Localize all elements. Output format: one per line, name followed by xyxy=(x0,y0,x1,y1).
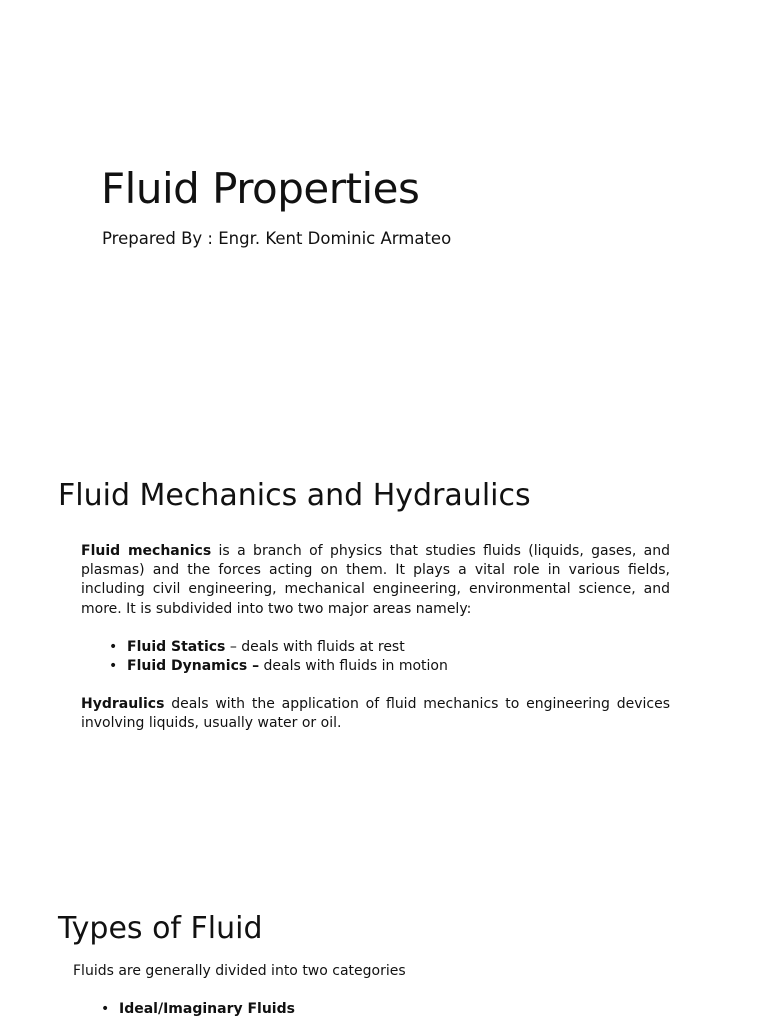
types-of-fluid-slide xyxy=(0,860,768,1024)
section-heading: Fluid Mechanics and Hydraulics xyxy=(58,478,531,513)
fluid-categories-list xyxy=(73,1000,295,1019)
list-item-term: Fluid Statics xyxy=(127,639,226,655)
list-item-term: Fluid Dynamics – xyxy=(127,658,260,675)
list-item xyxy=(73,1000,295,1019)
bullet-icon: • xyxy=(109,639,118,655)
definition-text: deals with the application of fluid mechanics to engineering devices involving liquids, usually water or oil. xyxy=(81,696,670,732)
author-line: Prepared By : Engr. Kent Dominic Armateo xyxy=(102,229,452,248)
hydraulics-definition xyxy=(81,695,670,733)
bullet-icon: • xyxy=(109,658,118,675)
list-item xyxy=(81,657,670,676)
list-item-term: Ideal/Imaginary Fluids xyxy=(119,1001,295,1017)
section-heading: Types of Fluid xyxy=(58,911,263,946)
fluid-mechanics-slide xyxy=(0,430,768,760)
title-slide xyxy=(0,0,768,330)
list-item-text: deals with fluids in motion xyxy=(259,658,448,675)
list-item-text: – deals with fluids at rest xyxy=(225,639,405,655)
fluid-mechanics-definition xyxy=(81,542,670,619)
fluid-mechanics-areas-list xyxy=(81,638,670,676)
definition-text: is a branch of physics that studies fluids (liquids, gases, and plasmas) and the forces acting on them. It plays a vital role in various fields, including civil engineering, mechanical engineering, environmental science, and more. It is subdivided into two two major areas namely: xyxy=(81,543,671,617)
document-title: Fluid Properties xyxy=(101,164,420,213)
bullet-icon: • xyxy=(101,1001,110,1017)
defined-term: Fluid mechanics xyxy=(81,543,212,559)
defined-term: Hydraulics xyxy=(81,696,165,712)
categories-intro: Fluids are generally divided into two categories xyxy=(73,963,406,979)
list-item xyxy=(81,638,670,657)
